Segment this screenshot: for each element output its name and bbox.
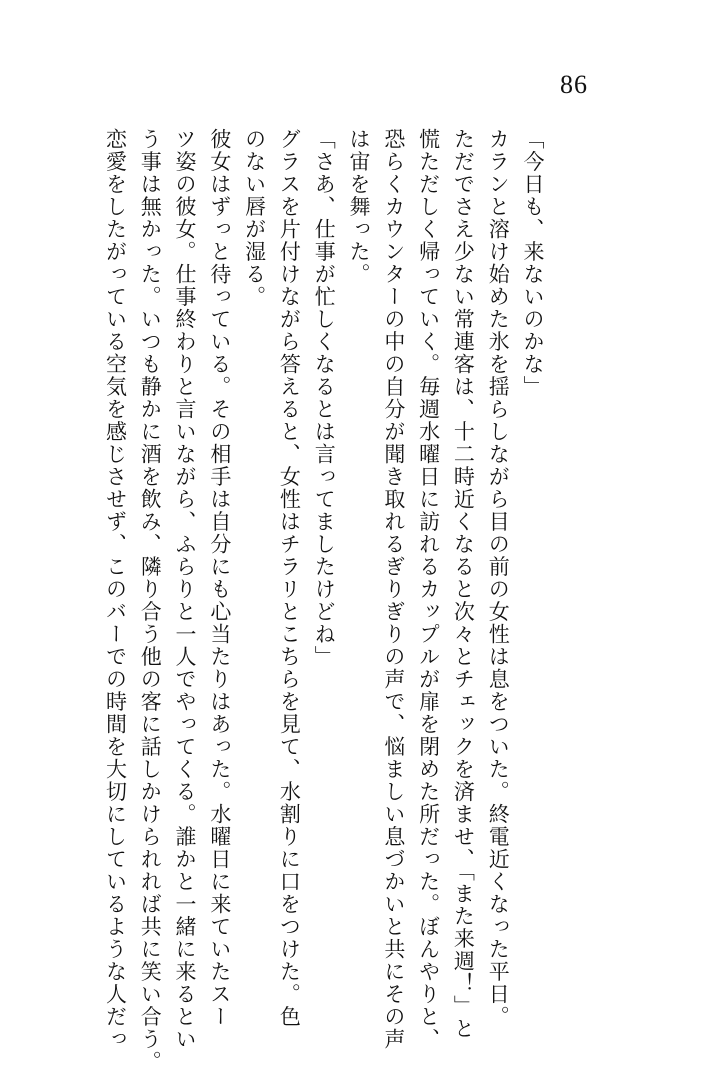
- text-line: 恋愛をしたがっている空気を感じさせず、このバーでの時間を大切にしているような人だっ: [103, 128, 128, 1051]
- text-line: グラスを片付けながら答えると、女性はチラリとこちらを見て、水割りに口をつけた。色: [277, 128, 302, 1028]
- text-line: 「今日も、来ないのかな」: [521, 128, 545, 398]
- text-line: カランと溶け始めた氷を揺らしながら目の前の女性は息をついた。終電近くなった平日。: [486, 128, 511, 1028]
- text-line: う事は無かった。いつも静かに酒を飲み、隣り合う他の客に話しかけられれば共に笑い合う。: [138, 128, 163, 1073]
- text-line: 「さあ、仕事が忙しくなるとは言ってましたけどね」: [312, 128, 337, 668]
- page-number: 86: [560, 70, 588, 99]
- text-line: は宙を舞った。: [347, 128, 372, 286]
- text-line: 彼女はずっと待っている。その相手は自分にも心当たりはあった。水曜日に来ていたスー: [207, 128, 232, 1028]
- text-line: のない唇が湿る。: [242, 128, 267, 308]
- text-line: 慌ただしく帰っていく。毎週水曜日に訪れるカップルが扉を閉めた所だった。ぼんやりと、: [416, 128, 441, 1051]
- vertical-text-body: [103, 128, 550, 1073]
- text-line: ツ姿の彼女。仕事終わりと言いながら、ふらりと一人でやってくる。誰かと一緒に来るとい: [173, 128, 198, 1051]
- text-line: 恐らくカウンターの中の自分が聞き取れるぎりぎりの声で、悩ましい息づかいと共にその声: [381, 128, 406, 1051]
- text-line: ただでさえ少ない常連客は、十二時近くなると次々とチェックを済ませ、「また来週！」と: [451, 128, 476, 1040]
